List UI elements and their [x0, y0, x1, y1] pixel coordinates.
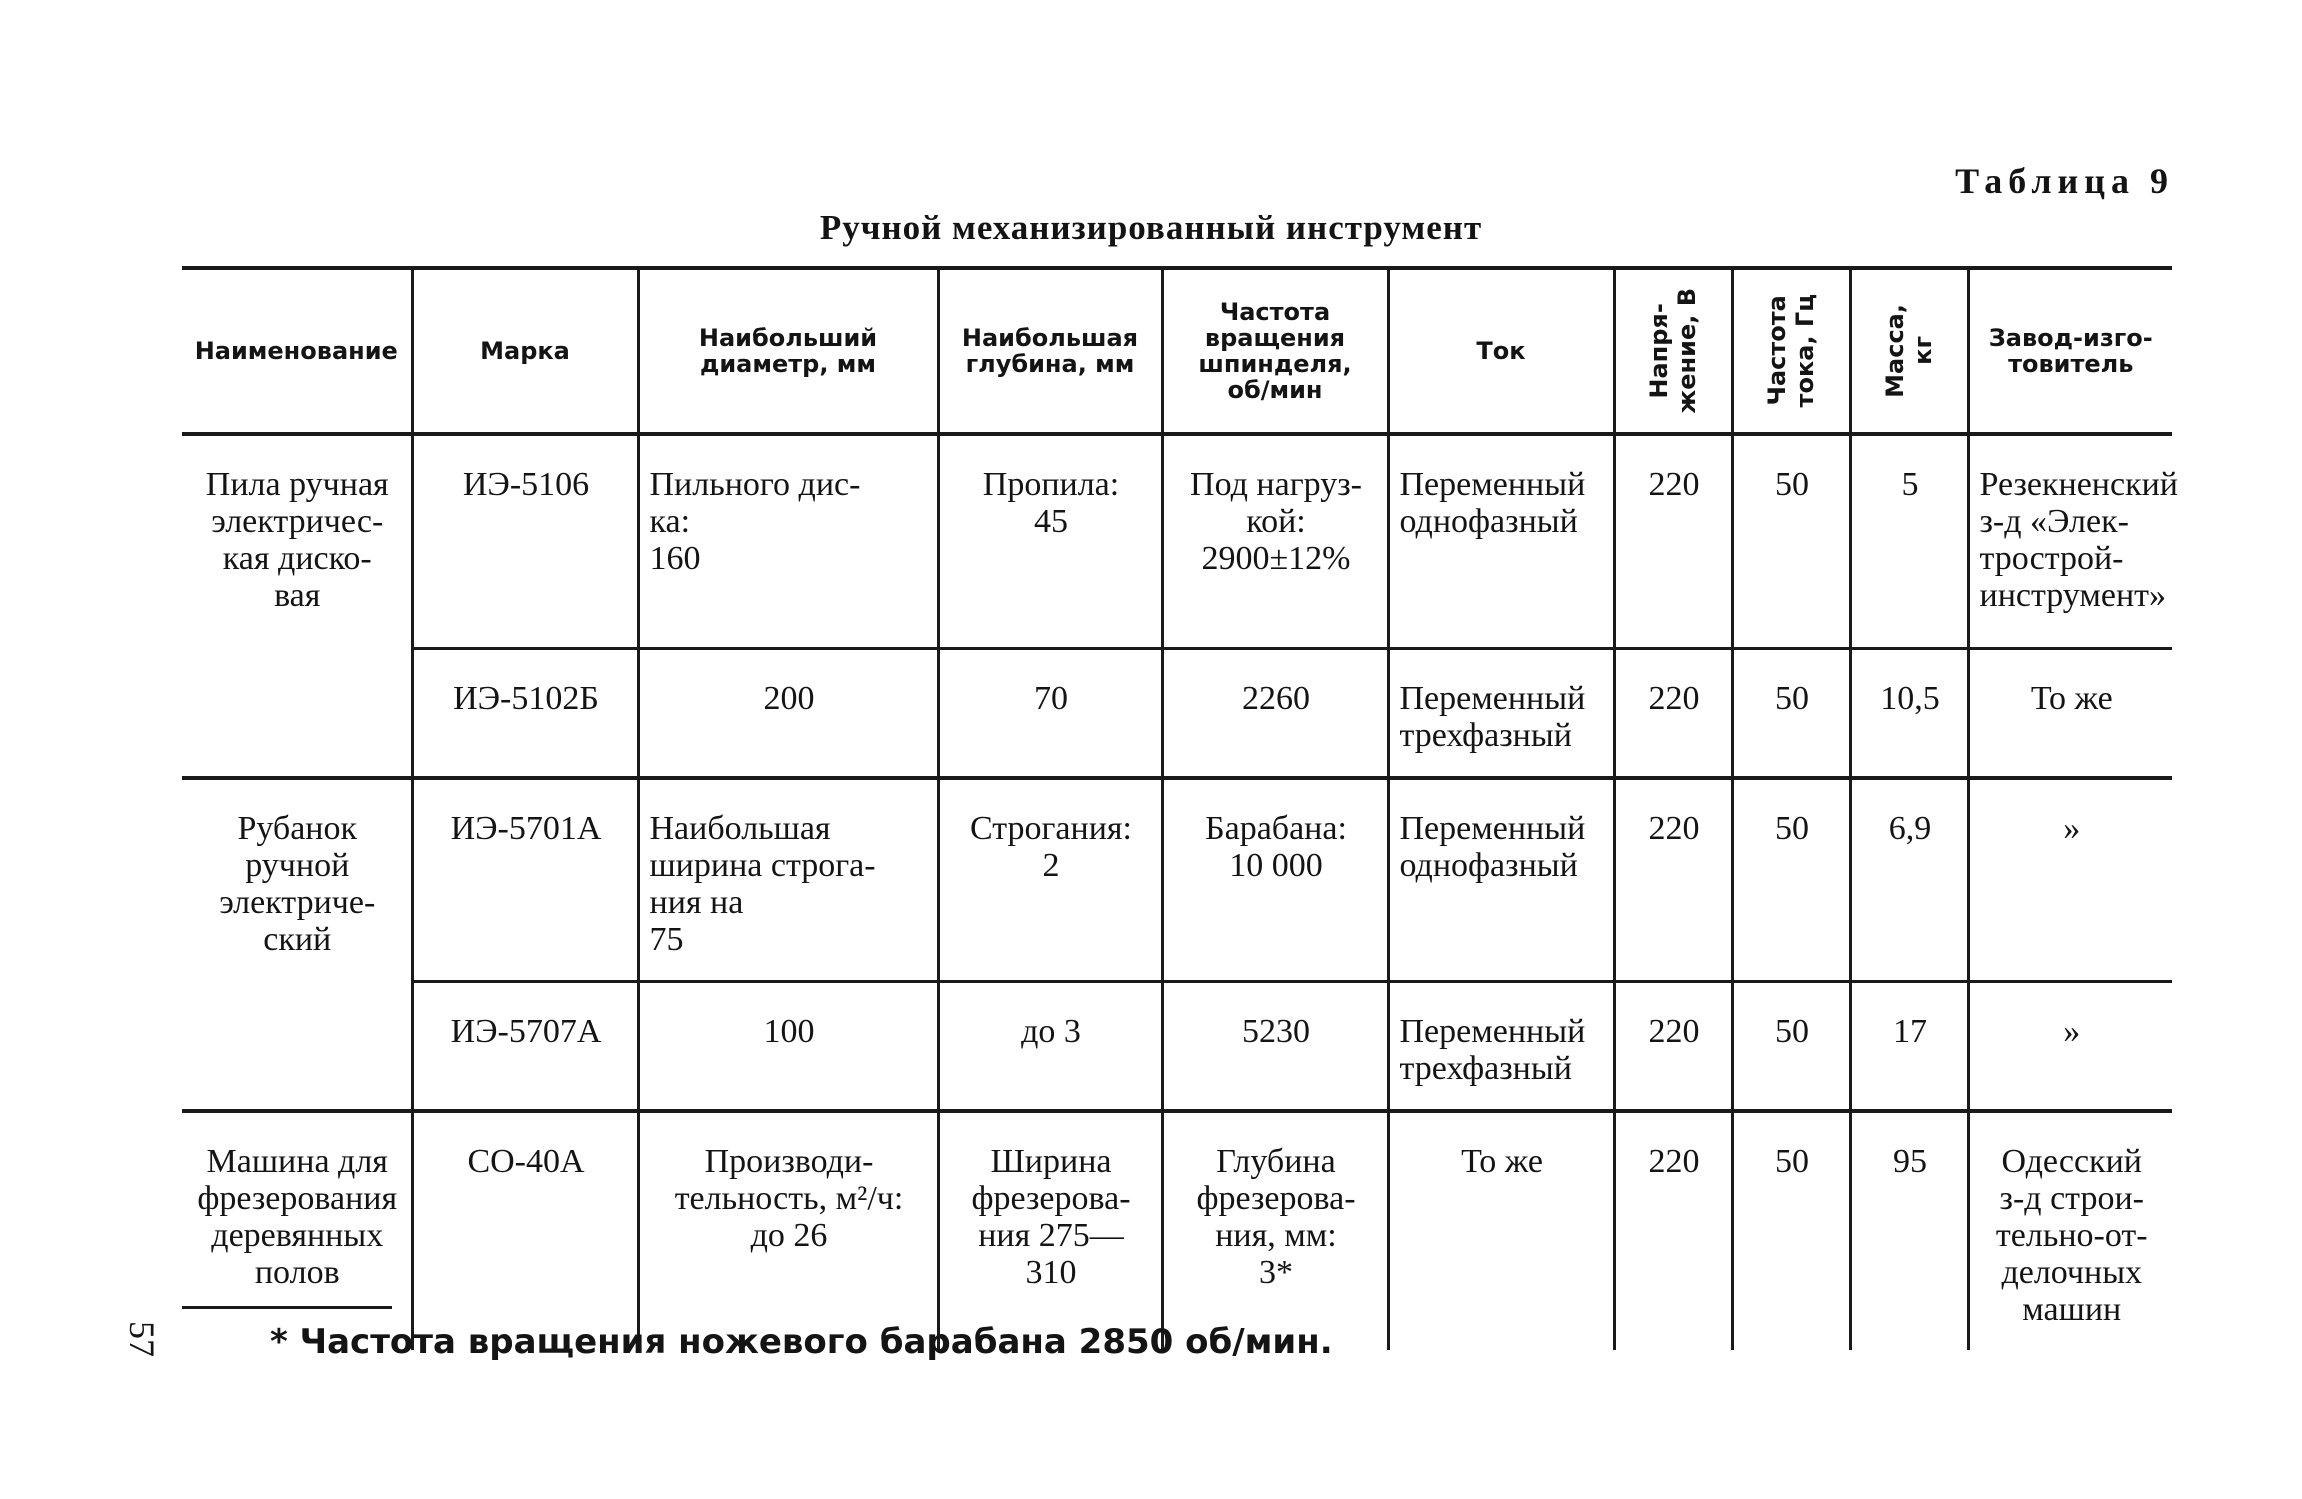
header-frequency: Частота тока, Гц	[1732, 268, 1850, 434]
table-row	[182, 1111, 2172, 1350]
maker-cell: »	[1968, 778, 2172, 982]
current-cell: Переменный трехфазный	[1388, 648, 1614, 778]
spindle-cell: Глубина фрезерова- ния, мм: 3*	[1162, 1111, 1388, 1350]
frequency-cell: 50	[1732, 981, 1850, 1111]
maker-cell: То же	[1968, 648, 2172, 778]
frequency-cell: 50	[1732, 1111, 1850, 1350]
voltage-cell: 220	[1614, 778, 1732, 982]
page-number: 57	[122, 1321, 162, 1357]
table-row	[182, 648, 2172, 778]
maker-cell: Одесский з-д строи- тельно-от- делочных машин	[1968, 1111, 2172, 1350]
voltage-cell: 220	[1614, 981, 1732, 1111]
frequency-cell: 50	[1732, 434, 1850, 648]
diameter-cell: Производи- тельность, м²/ч: до 26	[638, 1111, 938, 1350]
tools-table	[182, 266, 2178, 1350]
header-maker: Завод-изго- товитель	[1968, 268, 2172, 434]
header-mass: Масса, кг	[1850, 268, 1968, 434]
footnote-divider	[182, 1306, 392, 1309]
footnote: * Частота вращения ножевого барабана 2850 об/мин.	[270, 1322, 1333, 1362]
frequency-cell: 50	[1732, 778, 1850, 982]
mass-cell: 6,9	[1850, 778, 1968, 982]
voltage-cell: 220	[1614, 434, 1732, 648]
table-row	[182, 778, 2172, 982]
mass-cell: 10,5	[1850, 648, 1968, 778]
spindle-cell: 2260	[1162, 648, 1388, 778]
diameter-cell: 100	[638, 981, 938, 1111]
voltage-cell: 220	[1614, 648, 1732, 778]
item-name-cell: Пила ручная электричес- кая диско- вая	[182, 434, 412, 778]
depth-cell: 70	[938, 648, 1162, 778]
maker-cell: Резекненский з-д «Элек- трострой- инструмент»	[1968, 434, 2172, 648]
spindle-cell: Под нагруз- кой: 2900±12%	[1162, 434, 1388, 648]
header-current: Ток	[1388, 268, 1614, 434]
diameter-cell: 200	[638, 648, 938, 778]
spindle-cell: Барабана: 10 000	[1162, 778, 1388, 982]
diameter-cell: Пильного дис- ка: 160	[638, 434, 938, 648]
item-name-cell: Рубанок ручной электриче- ский	[182, 778, 412, 1111]
depth-cell: Ширина фрезерова- ния 275— 310	[938, 1111, 1162, 1350]
mark-cell: ИЭ-5707А	[412, 981, 638, 1111]
table-row	[182, 981, 2172, 1111]
mark-cell: ИЭ-5701А	[412, 778, 638, 982]
current-cell: Переменный трехфазный	[1388, 981, 1614, 1111]
mark-cell: СО-40А	[412, 1111, 638, 1350]
header-row	[182, 268, 2172, 434]
mark-cell: ИЭ-5102Б	[412, 648, 638, 778]
current-cell: То же	[1388, 1111, 1614, 1350]
mass-cell: 95	[1850, 1111, 1968, 1350]
diameter-cell: Наибольшая ширина строга- ния на 75	[638, 778, 938, 982]
header-mark: Марка	[412, 268, 638, 434]
current-cell: Переменный однофазный	[1388, 434, 1614, 648]
header-voltage: Напря- жение, В	[1614, 268, 1732, 434]
header-max-depth: Наибольшая глубина, мм	[938, 268, 1162, 434]
depth-cell: до 3	[938, 981, 1162, 1111]
table-title: Ручной механизированный инструмент	[819, 208, 1483, 247]
table-row	[182, 434, 2172, 648]
current-cell: Переменный однофазный	[1388, 778, 1614, 982]
maker-cell: »	[1968, 981, 2172, 1111]
mass-cell: 5	[1850, 434, 1968, 648]
header-spindle-speed: Частота вращения шпинделя, об/мин	[1162, 268, 1388, 434]
depth-cell: Пропила: 45	[938, 434, 1162, 648]
frequency-cell: 50	[1732, 648, 1850, 778]
mass-cell: 17	[1850, 981, 1968, 1111]
header-max-diameter: Наибольший диаметр, мм	[638, 268, 938, 434]
item-name-cell: Машина для фрезерования деревянных полов	[182, 1111, 412, 1350]
mark-cell: ИЭ-5106	[412, 434, 638, 648]
voltage-cell: 220	[1614, 1111, 1732, 1350]
spindle-cell: 5230	[1162, 981, 1388, 1111]
table-number-label: Таблица 9	[1955, 161, 2174, 201]
depth-cell: Строгания: 2	[938, 778, 1162, 982]
header-name: Наименование	[182, 268, 412, 434]
